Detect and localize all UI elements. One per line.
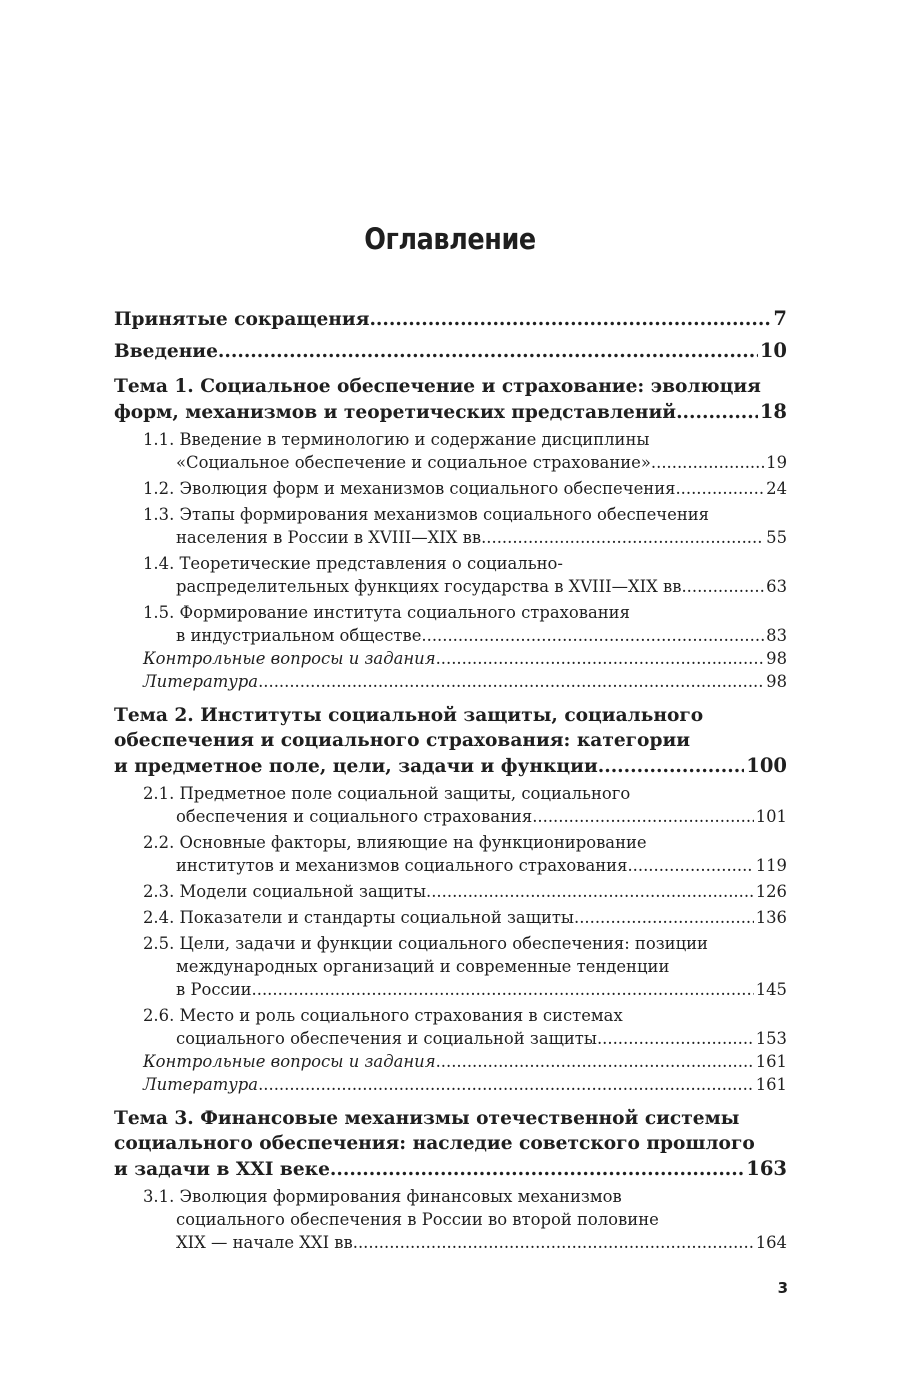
toc-page-number: 101	[755, 807, 787, 826]
toc-entry-text: институтов и механизмов социального страхования	[176, 856, 628, 875]
toc-entry-text: 1.5. Формирование института социального страхования	[143, 603, 630, 622]
toc-page-number: 161	[755, 1052, 787, 1071]
toc-entry-2-3	[114, 880, 787, 903]
dot-leader	[436, 647, 765, 670]
dot-leader	[358, 1231, 754, 1254]
toc-entry-text: Тема 2. Институты социальной защиты, социального	[114, 705, 704, 726]
toc-entry-introduction	[114, 338, 787, 364]
toc-entry-abbreviations	[114, 306, 787, 332]
dot-leader	[369, 307, 771, 332]
page-title: Оглавление	[364, 222, 536, 256]
toc-entry-text: социального обеспечения: наследие советского прошлого	[114, 1133, 755, 1154]
toc-entry-text: Введение	[114, 341, 218, 362]
dot-leader	[218, 339, 758, 364]
dot-leader	[627, 854, 753, 877]
toc-page-number: 126	[755, 882, 787, 901]
toc-entry-text: международных организаций и современные тенденции	[176, 957, 670, 976]
toc-entry-topic-1	[114, 374, 787, 425]
toc-page-number: 100	[746, 754, 787, 777]
toc-entry-text: социального обеспечения и социальной защиты	[176, 1029, 597, 1048]
dot-leader	[486, 526, 764, 549]
toc-entry-1-4	[114, 552, 787, 598]
toc-page-number: 55	[766, 528, 787, 547]
toc-entry-text: 2.2. Основные факторы, влияющие на функционирование	[143, 833, 647, 852]
dot-leader	[651, 451, 764, 474]
toc-page-number: 161	[755, 1075, 787, 1094]
toc-page-number: 19	[766, 453, 787, 472]
toc-page-number: 164	[755, 1233, 787, 1252]
toc-page-number: 24	[766, 479, 787, 498]
toc-entry-1-5	[114, 601, 787, 647]
toc-entry-text: Литература	[143, 672, 259, 691]
toc-entry-text: Контрольные вопросы и задания	[143, 649, 436, 668]
toc-entry-text: Тема 3. Финансовые механизмы отечественной системы	[114, 1108, 740, 1129]
dot-leader	[675, 477, 764, 500]
dot-leader	[252, 978, 754, 1001]
toc-entry-text: обеспечения и социального страхования	[176, 807, 533, 826]
toc-page-number: 119	[755, 856, 787, 875]
toc-entry-text: в России	[176, 980, 252, 999]
toc-entry-1-1	[114, 428, 787, 474]
toc-entry-2-6	[114, 1004, 787, 1050]
toc-entry-2-1	[114, 782, 787, 828]
toc-page-number: 136	[755, 908, 787, 927]
dot-leader	[574, 906, 754, 929]
dot-leader	[532, 805, 754, 828]
dot-leader	[426, 880, 754, 903]
dot-leader	[676, 400, 758, 425]
dot-leader	[421, 624, 764, 647]
dot-leader	[597, 1027, 754, 1050]
toc-page-number: 10	[759, 339, 787, 362]
toc-entry-text: 2.6. Место и роль социального страхования в системах	[143, 1006, 623, 1025]
toc-entry-text: Контрольные вопросы и задания	[143, 1052, 436, 1071]
toc-page-number: 83	[766, 626, 787, 645]
toc-entry-text: и предметное поле, цели, задачи и функции	[114, 756, 598, 777]
toc-entry-2-5	[114, 932, 787, 1001]
toc-entry-text: 2.1. Предметное поле социальной защиты, социального	[143, 784, 631, 803]
toc-entry-text: «Социальное обеспечение и социальное страхование»	[176, 453, 651, 472]
toc-entry-1-questions	[114, 647, 787, 670]
toc-entry-text: 1.4. Теоретические представления о социально-	[143, 554, 563, 573]
page-number: 3	[777, 1279, 788, 1297]
toc-entry-1-2	[114, 477, 787, 500]
toc-page-number: 163	[746, 1157, 787, 1180]
toc-page-number: 98	[766, 672, 787, 691]
toc-entry-3-1	[114, 1185, 787, 1254]
toc-entry-text: 2.4. Показатели и стандарты социальной защиты	[143, 908, 574, 927]
toc-entry-text: обеспечения и социального страхования: категории	[114, 730, 691, 751]
dot-leader	[258, 1073, 754, 1096]
toc-entry-text: XIX — начале XXI вв.	[176, 1233, 358, 1252]
toc-page-number: 153	[755, 1029, 787, 1048]
toc-entry-2-2	[114, 831, 787, 877]
toc-entry-topic-3	[114, 1106, 787, 1182]
toc-entry-text: форм, механизмов и теоретических представлений	[114, 402, 677, 423]
toc-entry-2-questions	[114, 1050, 787, 1073]
toc-entry-1-3	[114, 503, 787, 549]
toc-entry-1-literature	[114, 670, 787, 693]
toc-entry-topic-2	[114, 703, 787, 779]
dot-leader	[436, 1050, 754, 1073]
toc-entry-text: в индустриальном обществе	[176, 626, 422, 645]
toc-page-number: 98	[766, 649, 787, 668]
toc-entry-text: социального обеспечения в России во второй половине	[176, 1210, 659, 1229]
toc-entry-2-literature	[114, 1073, 787, 1096]
toc-entry-text: 2.3. Модели социальной защиты	[143, 882, 427, 901]
dot-leader	[258, 670, 764, 693]
toc-entry-text: 2.5. Цели, задачи и функции социального обеспечения: позиции	[143, 934, 708, 953]
toc-entry-text: Литература	[143, 1075, 259, 1094]
dot-leader	[330, 1157, 744, 1182]
toc-page-number: 63	[766, 577, 787, 596]
toc-page-number: 18	[759, 400, 787, 423]
toc-entry-text: 3.1. Эволюция формирования финансовых механизмов	[143, 1187, 622, 1206]
toc-page-number: 145	[755, 980, 787, 999]
toc-entry-text: и задачи в XXI веке	[114, 1159, 330, 1180]
toc-entry-text: Тема 1. Социальное обеспечение и страхование: эволюция	[114, 376, 761, 397]
dot-leader	[687, 575, 764, 598]
toc-entry-text: населения в России в XVIII—XIX вв.	[176, 528, 487, 547]
toc-entry-2-4	[114, 906, 787, 929]
toc-entry-text: 1.1. Введение в терминологию и содержание дисциплины	[143, 430, 650, 449]
toc-page-number: 7	[773, 307, 787, 330]
toc-entry-text: Принятые сокращения	[114, 309, 370, 330]
toc-entry-text: распределительных функциях государства в XVIII—XIX вв.	[176, 577, 687, 596]
toc-entry-text: 1.2. Эволюция форм и механизмов социального обеспечения	[143, 479, 676, 498]
dot-leader	[598, 754, 745, 779]
table-of-contents	[114, 306, 787, 1254]
toc-entry-text: 1.3. Этапы формирования механизмов социального обеспечения	[143, 505, 710, 524]
